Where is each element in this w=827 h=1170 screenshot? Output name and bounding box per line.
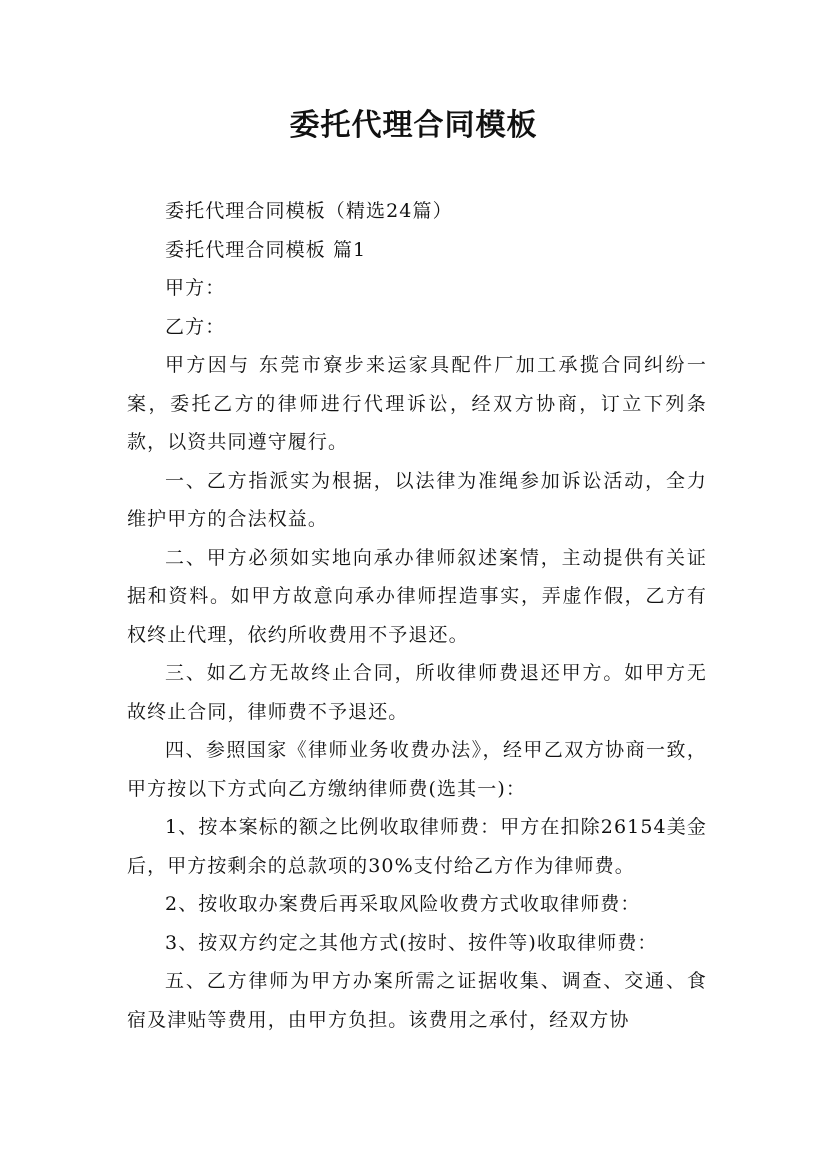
paragraph-clause-1: 一、乙方指派实为根据，以法律为准绳参加诉讼活动，全力维护甲方的合法权益。 xyxy=(127,469,707,530)
paragraph-clause-4-option-2: 2、按收取办案费后再采取风险收费方式收取律师费： xyxy=(165,893,641,915)
paragraph-clause-4-option-3: 3、按双方约定之其他方式(按时、按件等)收取律师费： xyxy=(165,931,658,954)
document-title: 委托代理合同模板 xyxy=(289,108,538,143)
paragraph-clause-4-option-1: 1、按本案标的额之比例收取律师费：甲方在扣除26154美金后，甲方按剩余的总款项的30%支付给乙方作为律师费。 xyxy=(127,816,707,877)
paragraph-subtitle: 委托代理合同模板（精选24篇） xyxy=(165,200,453,222)
paragraph-intro: 甲方因与 东莞市寮步来运家具配件厂加工承揽合同纠纷一案，委托乙方的律师进行代理诉讼，经双方协商，订立下列条款，以资共同遵守履行。 xyxy=(127,354,707,453)
paragraph-clause-4: 四、参照国家《律师业务收费办法》，经甲乙双方协商一致，甲方按以下方式向乙方缴纳律师费(选其一)： xyxy=(127,739,707,800)
paragraph-party-a: 甲方： xyxy=(165,277,226,299)
document-body xyxy=(127,192,707,1039)
paragraph-clause-5: 五、乙方律师为甲方办案所需之证据收集、调查、交通、食宿及津贴等费用，由甲方负担。该费用之承付，经双方协 xyxy=(127,970,707,1031)
paragraph-party-b: 乙方： xyxy=(165,315,226,338)
paragraph-section-heading: 委托代理合同模板 篇1 xyxy=(165,238,367,261)
paragraph-clause-3: 三、如乙方无故终止合同，所收律师费退还甲方。如甲方无故终止合同，律师费不予退还。 xyxy=(127,662,707,723)
paragraph-clause-2: 二、甲方必须如实地向承办律师叙述案情，主动提供有关证据和资料。如甲方故意向承办律师捏造事实，弄虚作假，乙方有权终止代理，依约所收费用不予退还。 xyxy=(127,546,707,646)
